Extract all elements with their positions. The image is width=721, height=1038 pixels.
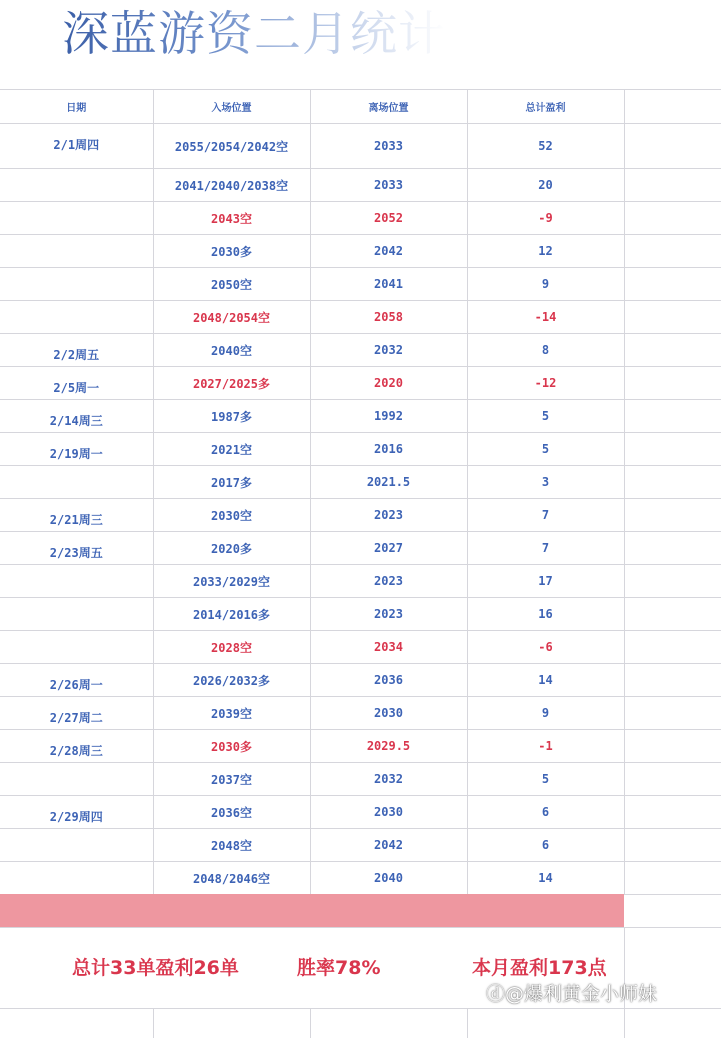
- table-row: [0, 466, 721, 499]
- entry-cell: 2014/2016多: [153, 598, 310, 631]
- entry-cell: 2043空: [153, 202, 310, 235]
- exit-cell: 2030: [310, 796, 467, 829]
- table-row: [0, 532, 721, 565]
- profit-cell: 5: [467, 400, 624, 433]
- profit-cell: 17: [467, 565, 624, 598]
- date-cell: [0, 301, 153, 334]
- date-cell: 2/28周三: [0, 730, 153, 763]
- grid-line: [467, 1008, 468, 1038]
- exit-cell: 2027: [310, 532, 467, 565]
- column-header-exit: 离场位置: [310, 90, 467, 124]
- date-cell: [0, 598, 153, 631]
- exit-cell: 2052: [310, 202, 467, 235]
- exit-cell: 2040: [310, 862, 467, 895]
- date-cell: 2/23周五: [0, 532, 153, 565]
- profit-cell: -6: [467, 631, 624, 664]
- entry-cell: 2040空: [153, 334, 310, 367]
- empty-cell: [624, 466, 721, 499]
- profit-cell: 14: [467, 862, 624, 895]
- date-cell: [0, 202, 153, 235]
- date-cell: [0, 466, 153, 499]
- date-cell: [0, 631, 153, 664]
- trade-table: [0, 89, 721, 895]
- date-cell: 2/5周一: [0, 367, 153, 400]
- sheet-title: 深蓝游资二月统计: [62, 4, 446, 66]
- table-row: [0, 367, 721, 400]
- exit-cell: 2036: [310, 664, 467, 697]
- entry-cell: 2026/2032多: [153, 664, 310, 697]
- entry-cell: 2048/2054空: [153, 301, 310, 334]
- empty-cell: [624, 301, 721, 334]
- empty-cell: [624, 730, 721, 763]
- table-row: [0, 631, 721, 664]
- empty-cell: [624, 631, 721, 664]
- entry-cell: 2033/2029空: [153, 565, 310, 598]
- profit-cell: 14: [467, 664, 624, 697]
- entry-cell: 2041/2040/2038空: [153, 169, 310, 202]
- exit-cell: 2033: [310, 169, 467, 202]
- date-cell: 2/19周一: [0, 433, 153, 466]
- date-cell: [0, 862, 153, 895]
- exit-cell: 2042: [310, 829, 467, 862]
- entry-cell: 2036空: [153, 796, 310, 829]
- exit-cell: 2032: [310, 334, 467, 367]
- table-row: [0, 664, 721, 697]
- grid-line: [153, 1008, 154, 1038]
- empty-cell: [624, 90, 721, 124]
- entry-cell: 2021空: [153, 433, 310, 466]
- date-cell: 2/14周三: [0, 400, 153, 433]
- table-row: [0, 202, 721, 235]
- date-cell: [0, 829, 153, 862]
- exit-cell: 2016: [310, 433, 467, 466]
- exit-cell: 2023: [310, 499, 467, 532]
- exit-cell: 2023: [310, 598, 467, 631]
- exit-cell: 2021.5: [310, 466, 467, 499]
- exit-cell: 2020: [310, 367, 467, 400]
- table-row: [0, 697, 721, 730]
- profit-cell: 9: [467, 697, 624, 730]
- profit-cell: 3: [467, 466, 624, 499]
- table-row: [0, 730, 721, 763]
- profit-cell: -9: [467, 202, 624, 235]
- date-cell: [0, 268, 153, 301]
- summary-divider-bar: [0, 894, 624, 927]
- profit-cell: 6: [467, 796, 624, 829]
- profit-cell: 5: [467, 763, 624, 796]
- entry-cell: 1987多: [153, 400, 310, 433]
- empty-cell: [624, 763, 721, 796]
- profit-cell: 12: [467, 235, 624, 268]
- exit-cell: 2032: [310, 763, 467, 796]
- empty-cell: [624, 565, 721, 598]
- column-header-entry: 入场位置: [153, 90, 310, 124]
- entry-cell: 2017多: [153, 466, 310, 499]
- table-row: [0, 235, 721, 268]
- exit-cell: 2029.5: [310, 730, 467, 763]
- empty-cell: [624, 124, 721, 169]
- profit-cell: 52: [467, 124, 624, 169]
- watermark-text: @爆利黄金小师妹: [505, 983, 658, 1005]
- date-cell: [0, 169, 153, 202]
- profit-cell: -1: [467, 730, 624, 763]
- date-cell: 2/29周四: [0, 796, 153, 829]
- table-row: [0, 829, 721, 862]
- exit-cell: 1992: [310, 400, 467, 433]
- exit-cell: 2034: [310, 631, 467, 664]
- table-row: [0, 301, 721, 334]
- date-cell: 2/2周五: [0, 334, 153, 367]
- date-cell: [0, 235, 153, 268]
- empty-cell: [624, 532, 721, 565]
- grid-line: [310, 1008, 311, 1038]
- profit-cell: -14: [467, 301, 624, 334]
- grid-line: [624, 1008, 625, 1038]
- profit-cell: 7: [467, 499, 624, 532]
- table-row: [0, 763, 721, 796]
- entry-cell: 2027/2025多: [153, 367, 310, 400]
- table-row: [0, 268, 721, 301]
- profit-cell: 9: [467, 268, 624, 301]
- table-row: [0, 862, 721, 895]
- date-cell: 2/27周二: [0, 697, 153, 730]
- date-cell: 2/26周一: [0, 664, 153, 697]
- empty-cell: [624, 862, 721, 895]
- entry-cell: 2037空: [153, 763, 310, 796]
- grid-line: [0, 927, 721, 928]
- empty-cell: [624, 829, 721, 862]
- entry-cell: 2028空: [153, 631, 310, 664]
- date-cell: [0, 565, 153, 598]
- empty-cell: [624, 697, 721, 730]
- exit-cell: 2058: [310, 301, 467, 334]
- column-header-profit: 总计盈利: [467, 90, 624, 124]
- empty-cell: [624, 169, 721, 202]
- watermark-logo-icon: ⓓ: [486, 983, 506, 1005]
- entry-cell: 2048/2046空: [153, 862, 310, 895]
- empty-cell: [624, 268, 721, 301]
- empty-cell: [624, 499, 721, 532]
- empty-cell: [624, 235, 721, 268]
- table-row: [0, 124, 721, 169]
- table-row: [0, 598, 721, 631]
- empty-cell: [624, 202, 721, 235]
- entry-cell: 2030多: [153, 730, 310, 763]
- profit-cell: -12: [467, 367, 624, 400]
- exit-cell: 2023: [310, 565, 467, 598]
- entry-cell: 2020多: [153, 532, 310, 565]
- date-cell: 2/1周四: [0, 124, 153, 169]
- summary-win-rate: 胜率78%: [297, 957, 381, 979]
- profit-cell: 16: [467, 598, 624, 631]
- entry-cell: 2030多: [153, 235, 310, 268]
- table-row: [0, 334, 721, 367]
- column-header-date: 日期: [0, 90, 153, 124]
- table-row: [0, 565, 721, 598]
- empty-cell: [624, 796, 721, 829]
- profit-cell: 7: [467, 532, 624, 565]
- summary-totals: 总计33单盈利26单: [72, 957, 239, 979]
- entry-cell: 2039空: [153, 697, 310, 730]
- entry-cell: 2048空: [153, 829, 310, 862]
- profit-cell: 5: [467, 433, 624, 466]
- exit-cell: 2033: [310, 124, 467, 169]
- profit-cell: 8: [467, 334, 624, 367]
- exit-cell: 2041: [310, 268, 467, 301]
- table-row: [0, 433, 721, 466]
- empty-cell: [624, 598, 721, 631]
- profit-cell: 20: [467, 169, 624, 202]
- exit-cell: 2042: [310, 235, 467, 268]
- date-cell: 2/21周三: [0, 499, 153, 532]
- table-row: [0, 796, 721, 829]
- profit-cell: 6: [467, 829, 624, 862]
- exit-cell: 2030: [310, 697, 467, 730]
- table-row: [0, 169, 721, 202]
- entry-cell: 2030空: [153, 499, 310, 532]
- empty-cell: [624, 433, 721, 466]
- summary-monthly-profit: 本月盈利173点: [472, 957, 607, 979]
- grid-line: [0, 1008, 721, 1009]
- empty-cell: [624, 334, 721, 367]
- table-row: [0, 400, 721, 433]
- date-cell: [0, 763, 153, 796]
- entry-cell: 2050空: [153, 268, 310, 301]
- empty-cell: [624, 400, 721, 433]
- table-row: [0, 499, 721, 532]
- entry-cell: 2055/2054/2042空: [153, 124, 310, 169]
- empty-cell: [624, 367, 721, 400]
- watermark: [486, 980, 657, 1008]
- empty-cell: [624, 664, 721, 697]
- table-header-row: [0, 90, 721, 124]
